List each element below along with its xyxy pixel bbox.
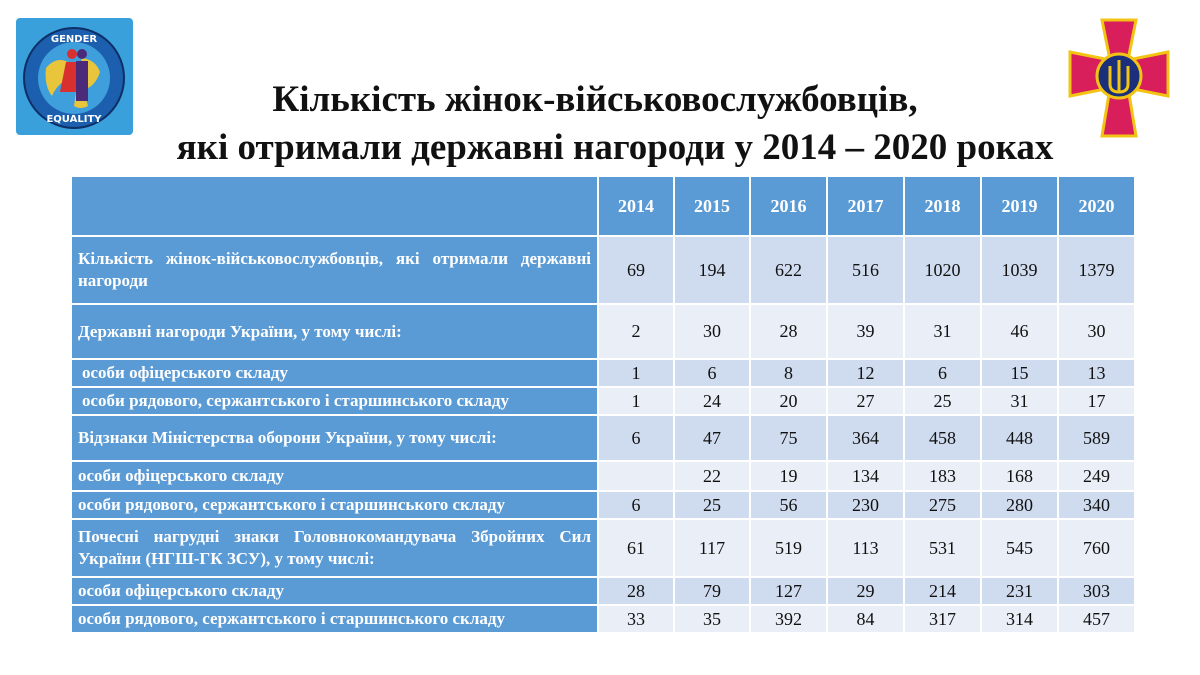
awards-table	[70, 175, 1136, 634]
cell-value: 30	[1058, 304, 1135, 359]
table-row	[71, 415, 1135, 461]
row-label: особи рядового, сержантського і старшинського складу	[71, 387, 598, 415]
cell-value: 30	[674, 304, 750, 359]
cell-value: 622	[750, 236, 827, 304]
table-row	[71, 577, 1135, 605]
cell-value: 183	[904, 461, 981, 491]
cell-value: 545	[981, 519, 1058, 577]
table-row	[71, 605, 1135, 633]
cell-value: 6	[674, 359, 750, 387]
header-year: 2020	[1058, 176, 1135, 236]
cell-value: 314	[981, 605, 1058, 633]
page-title-line1: Кількість жінок-військовослужбовців,	[272, 79, 918, 120]
cell-value: 214	[904, 577, 981, 605]
cell-value: 31	[904, 304, 981, 359]
row-label: особи офіцерського складу	[71, 461, 598, 491]
cell-value: 69	[598, 236, 674, 304]
cell-value: 531	[904, 519, 981, 577]
cell-value: 168	[981, 461, 1058, 491]
cell-value: 117	[674, 519, 750, 577]
cell-value: 194	[674, 236, 750, 304]
cell-value: 458	[904, 415, 981, 461]
gender-equality-logo	[16, 18, 133, 135]
cell-value	[598, 461, 674, 491]
cell-value: 24	[674, 387, 750, 415]
cell-value: 275	[904, 491, 981, 519]
header-year: 2017	[827, 176, 904, 236]
table-row	[71, 359, 1135, 387]
cell-value: 61	[598, 519, 674, 577]
cell-value: 39	[827, 304, 904, 359]
cell-value: 25	[904, 387, 981, 415]
cell-value: 25	[674, 491, 750, 519]
cell-value: 134	[827, 461, 904, 491]
cell-value: 249	[1058, 461, 1135, 491]
cell-value: 760	[1058, 519, 1135, 577]
cell-value: 6	[598, 415, 674, 461]
header-empty-cell	[71, 176, 598, 236]
cell-value: 31	[981, 387, 1058, 415]
cell-value: 231	[981, 577, 1058, 605]
cell-value: 1	[598, 359, 674, 387]
cell-value: 19	[750, 461, 827, 491]
row-label: Кількість жінок-військовослужбовців, які отримали державні нагороди	[71, 236, 598, 304]
header-year: 2016	[750, 176, 827, 236]
cell-value: 84	[827, 605, 904, 633]
cell-value: 15	[981, 359, 1058, 387]
table-row	[71, 519, 1135, 577]
cell-value: 317	[904, 605, 981, 633]
cell-value: 280	[981, 491, 1058, 519]
table-row	[71, 387, 1135, 415]
table-header-row	[71, 176, 1135, 236]
table-row	[71, 304, 1135, 359]
cell-value: 33	[598, 605, 674, 633]
table-row	[71, 461, 1135, 491]
cell-value: 35	[674, 605, 750, 633]
row-label: Державні нагороди України, у тому числі:	[71, 304, 598, 359]
cell-value: 28	[750, 304, 827, 359]
cell-value: 1020	[904, 236, 981, 304]
cell-value: 47	[674, 415, 750, 461]
cell-value: 8	[750, 359, 827, 387]
cell-value: 1	[598, 387, 674, 415]
cell-value: 457	[1058, 605, 1135, 633]
cell-value: 27	[827, 387, 904, 415]
cell-value: 1379	[1058, 236, 1135, 304]
cell-value: 28	[598, 577, 674, 605]
cell-value: 1039	[981, 236, 1058, 304]
row-label: особи рядового, сержантського і старшинського складу	[71, 491, 598, 519]
logo-text-bottom: EQUALITY	[46, 114, 102, 125]
header-year: 2019	[981, 176, 1058, 236]
cell-value: 75	[750, 415, 827, 461]
cell-value: 364	[827, 415, 904, 461]
logo-text-top: GENDER	[50, 34, 98, 45]
cell-value: 79	[674, 577, 750, 605]
cell-value: 20	[750, 387, 827, 415]
row-label: Відзнаки Міністерства оборони України, у тому числі:	[71, 415, 598, 461]
row-label: особи рядового, сержантського і старшинського складу	[71, 605, 598, 633]
cell-value: 589	[1058, 415, 1135, 461]
cell-value: 12	[827, 359, 904, 387]
cell-value: 340	[1058, 491, 1135, 519]
cell-value: 56	[750, 491, 827, 519]
armed-forces-cross-emblem	[1058, 18, 1180, 140]
cell-value: 448	[981, 415, 1058, 461]
cell-value: 6	[598, 491, 674, 519]
cell-value: 6	[904, 359, 981, 387]
cell-value: 519	[750, 519, 827, 577]
row-label: особи офіцерського складу	[71, 577, 598, 605]
row-label: особи офіцерського складу	[71, 359, 598, 387]
cell-value: 17	[1058, 387, 1135, 415]
cell-value: 22	[674, 461, 750, 491]
cell-value: 303	[1058, 577, 1135, 605]
cell-value: 13	[1058, 359, 1135, 387]
table-row	[71, 491, 1135, 519]
header-year: 2014	[598, 176, 674, 236]
cell-value: 2	[598, 304, 674, 359]
table-row	[71, 236, 1135, 304]
page-title-line2: які отримали державні нагороди у 2014 – 2020 роках	[176, 127, 1054, 168]
row-label: Почесні нагрудні знаки Головнокомандувача Збройних Сил України (НГШ-ГК ЗСУ), у тому числі:	[71, 519, 598, 577]
header-year: 2015	[674, 176, 750, 236]
cell-value: 29	[827, 577, 904, 605]
cell-value: 127	[750, 577, 827, 605]
cell-value: 516	[827, 236, 904, 304]
cell-value: 392	[750, 605, 827, 633]
cell-value: 230	[827, 491, 904, 519]
header-year: 2018	[904, 176, 981, 236]
cell-value: 113	[827, 519, 904, 577]
cell-value: 46	[981, 304, 1058, 359]
